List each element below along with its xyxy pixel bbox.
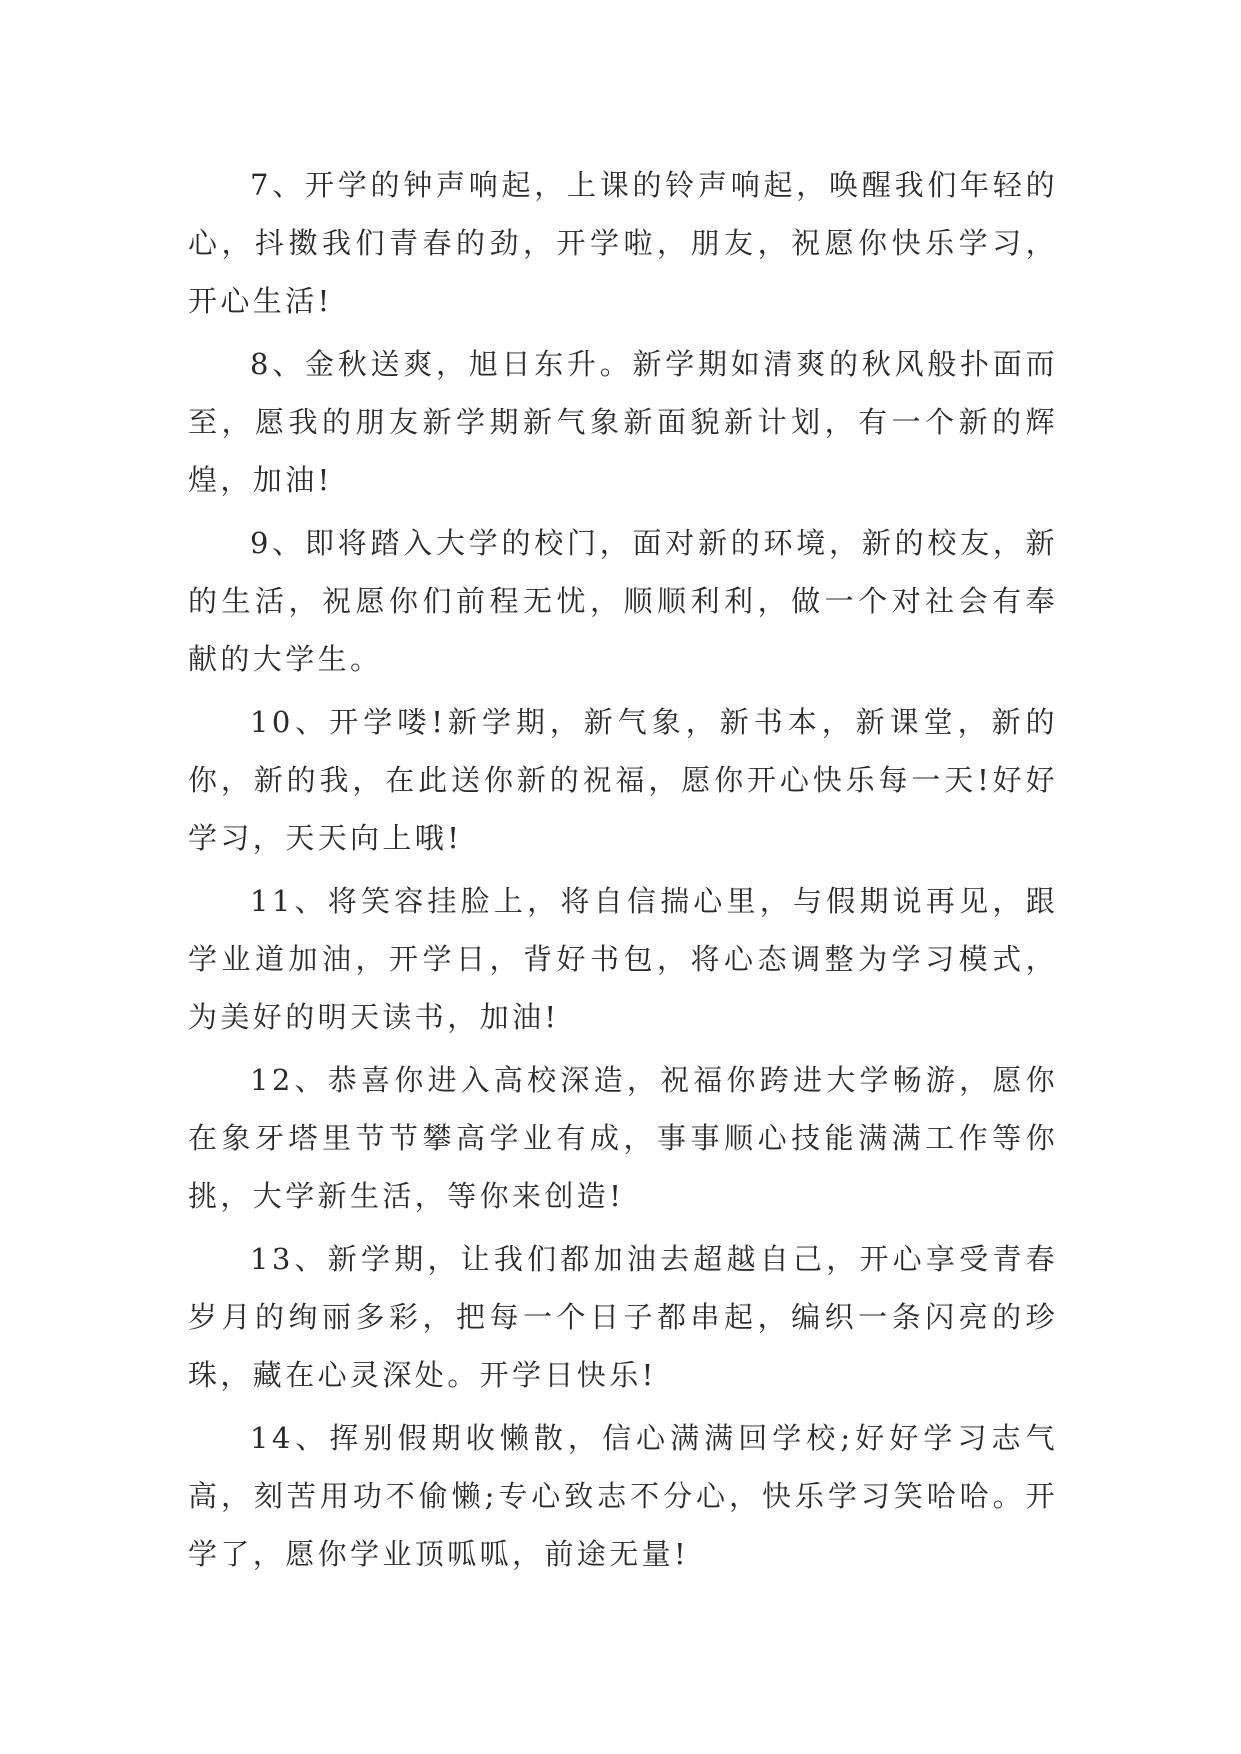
document-body xyxy=(188,156,1058,1588)
paragraph-8: 8、金秋送爽，旭日东升。新学期如清爽的秋风般扑面而至，愿我的朋友新学期新气象新面貌新计划，有一个新的辉煌，加油! xyxy=(188,347,1058,497)
paragraph-7: 7、开学的钟声响起，上课的铃声响起，唤醒我们年轻的心，抖擞我们青春的劲，开学啦，朋友，祝愿你快乐学习，开心生活! xyxy=(188,168,1058,318)
paragraph-11: 11、将笑容挂脸上，将自信揣心里，与假期说再见，跟学业道加油，开学日，背好书包，将心态调整为学习模式，为美好的明天读书，加油! xyxy=(188,884,1058,1034)
paragraph-10: 10、开学喽!新学期，新气象，新书本，新课堂，新的你，新的我，在此送你新的祝福，愿你开心快乐每一天!好好学习，天天向上哦! xyxy=(188,705,1058,855)
paragraph-9: 9、即将踏入大学的校门，面对新的环境，新的校友，新的生活，祝愿你们前程无忧，顺顺利利，做一个对社会有奉献的大学生。 xyxy=(188,526,1058,676)
paragraph-13: 13、新学期，让我们都加油去超越自己，开心享受青春岁月的绚丽多彩，把每一个日子都串起，编织一条闪亮的珍珠，藏在心灵深处。开学日快乐! xyxy=(188,1242,1058,1392)
paragraph-14: 14、挥别假期收懒散，信心满满回学校;好好学习志气高，刻苦用功不偷懒;专心致志不分心，快乐学习笑哈哈。开学了，愿你学业顶呱呱，前途无量! xyxy=(188,1421,1058,1571)
paragraph-12: 12、恭喜你进入高校深造，祝福你跨进大学畅游，愿你在象牙塔里节节攀高学业有成，事事顺心技能满满工作等你挑，大学新生活，等你来创造! xyxy=(188,1063,1058,1213)
